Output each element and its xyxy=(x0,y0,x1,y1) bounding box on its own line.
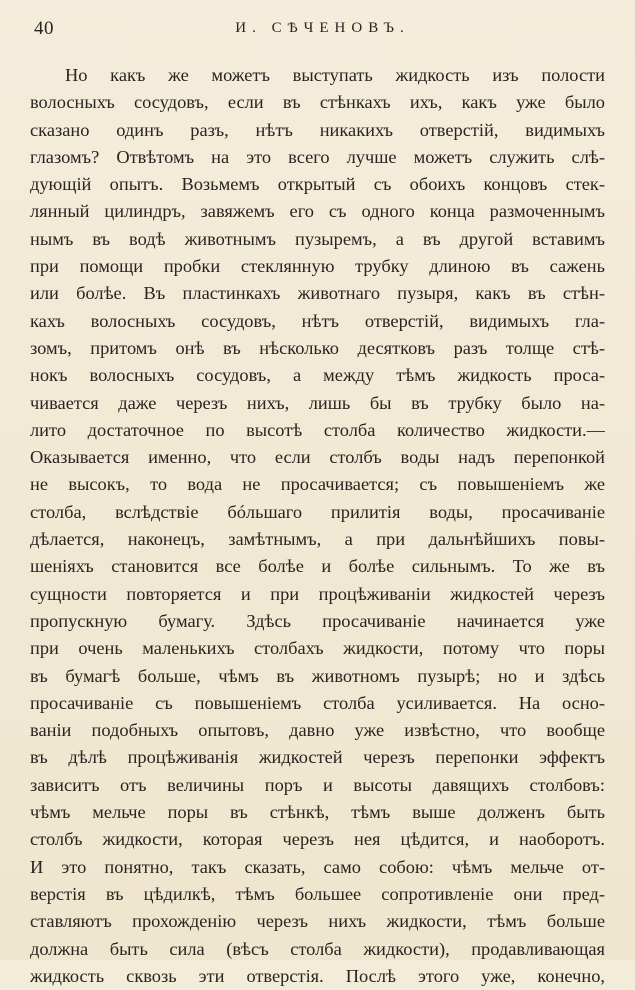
text-line: пропускную бумагу. Здѣсь просачиваніе начинается уже xyxy=(30,610,605,631)
text-line: сказано одинъ разъ, нѣтъ никакихъ отверстій, видимыхъ xyxy=(30,119,605,140)
text-line: столбъ жидкости, которая черезъ нея цѣдится, и наоборотъ. xyxy=(30,829,605,850)
text-line: шеніяхъ становится все болѣе и болѣе сильнымъ. То же въ xyxy=(30,556,605,577)
text-line: зависитъ отъ величины поръ и высоты давящихъ столбовъ: xyxy=(30,774,605,795)
page-header xyxy=(30,14,605,42)
text-line: нымъ въ водѣ животнымъ пузыремъ, а въ другой вставимъ xyxy=(30,228,605,249)
text-line: столба, вслѣдствіе бóльшаго прилитія воды, просачиваніе xyxy=(30,501,605,522)
text-line: или болѣе. Въ пластинкахъ животнаго пузыря, какъ въ стѣн- xyxy=(30,283,605,304)
text-line: ваніи подобныхъ опытовъ, давно уже извѣстно, что вообще xyxy=(30,720,605,741)
text-line: Оказывается именно, что если столбъ воды надъ перепонкой xyxy=(30,447,605,468)
text-line: чѣмъ мельче поры въ стѣнкѣ, тѣмъ выше долженъ быть xyxy=(30,802,605,823)
text-line: при очень маленькихъ столбахъ жидкости, потому что поры xyxy=(30,638,605,659)
text-line: просачиваніе съ повышеніемъ столба усиливается. На осно- xyxy=(30,692,605,713)
text-line: должна быть сила (вѣсъ столба жидкости), продавливающая xyxy=(30,938,605,959)
running-head: И. СѢЧЕНОВЪ. xyxy=(235,20,410,36)
text-line: чивается даже черезъ нихъ, лишь бы въ трубку было на- xyxy=(30,392,605,413)
text-line: И это понятно, такъ сказать, само собою: чѣмъ мельче от- xyxy=(30,856,605,877)
text-line: глазомъ? Отвѣтомъ на это всего лучше можетъ служить слѣ- xyxy=(30,146,605,167)
text-line: жидкость сквозь эти отверстія. Послѣ этого уже, конечно, xyxy=(30,965,605,986)
text-line: Но какъ же можетъ выступать жидкость изъ полости xyxy=(65,65,605,85)
text-line: дующій опытъ. Возьмемъ открытый съ обоихъ концовъ стек- xyxy=(30,174,605,195)
text-line: кахъ волосныхъ сосудовъ, нѣтъ отверстій, видимыхъ гла- xyxy=(30,310,605,331)
text-line: лянный цилиндръ, завяжемъ его съ одного конца размоченнымъ xyxy=(30,201,605,222)
page-number: 40 xyxy=(34,18,54,39)
text-line: зомъ, притомъ онѣ въ нѣсколько десятковъ разъ толще стѣ- xyxy=(30,337,605,358)
text-line: сущности повторяется и при процѣживаніи жидкостей черезъ xyxy=(30,583,605,604)
text-line: въ дѣлѣ процѣживанія жидкостей черезъ перепонки эффектъ xyxy=(30,747,605,768)
text-line: ставляютъ прохожденію черезъ нихъ жидкости, тѣмъ больше xyxy=(30,911,605,932)
text-line: лито достаточное по высотѣ столба количество жидкости.— xyxy=(30,419,605,440)
text-line: нокъ волосныхъ сосудовъ, а между тѣмъ жидкость проса- xyxy=(30,365,605,386)
text-line: верстія въ цѣдилкѣ, тѣмъ большее сопротивленіе они пред- xyxy=(30,883,605,904)
text-line: въ бумагѣ больше, чѣмъ въ животномъ пузырѣ; но и здѣсь xyxy=(30,665,605,686)
text-line: не высокъ, то вода не просачивается; съ повышеніемъ же xyxy=(30,474,605,495)
body-paragraph xyxy=(30,62,605,990)
text-line: при помощи пробки стеклянную трубку длиною въ сажень xyxy=(30,256,605,277)
text-line: дѣлается, наконецъ, замѣтнымъ, а при дальнѣйшихъ повы- xyxy=(30,529,605,550)
text-line: волосныхъ сосудовъ, если въ стѣнкахъ ихъ, какъ уже было xyxy=(30,92,605,113)
